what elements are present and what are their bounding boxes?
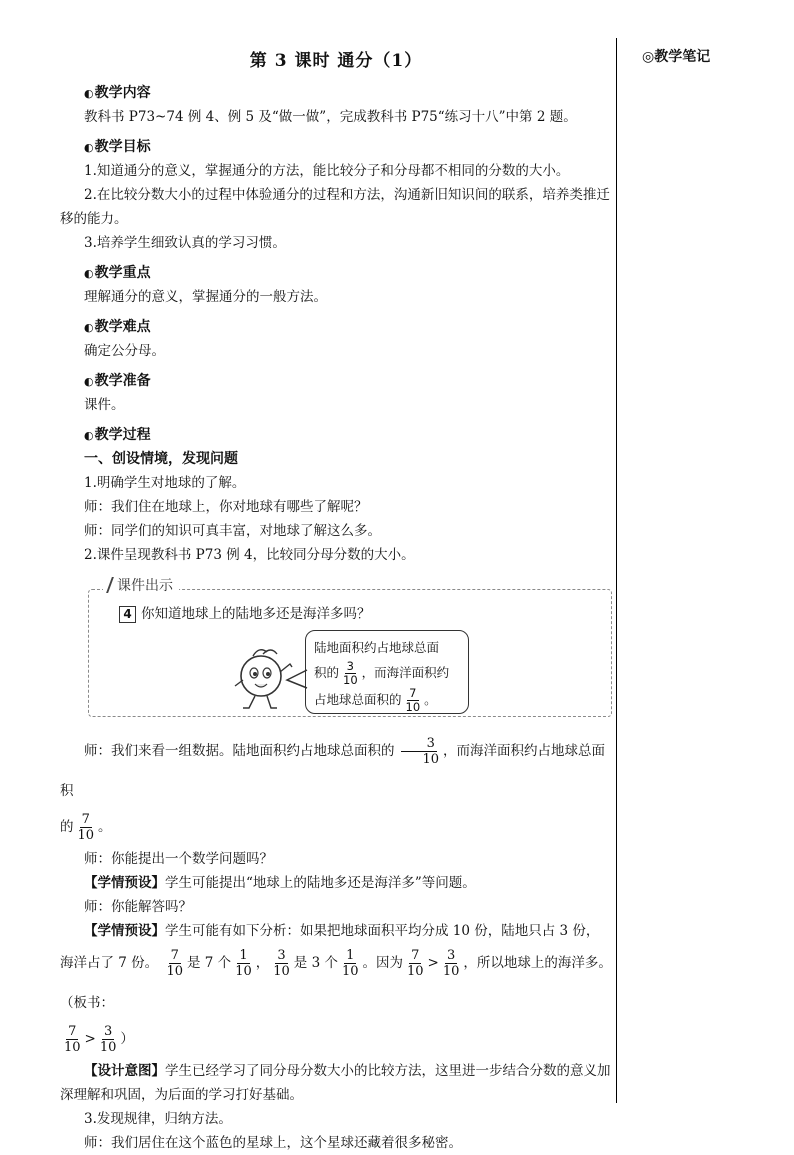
goal-item: 2.在比较分数大小的过程中体验通分的过程和方法，沟通新旧知识间的联系，培养类推迁移的能力。: [60, 187, 610, 227]
prep-text: 课件。: [84, 397, 125, 413]
section-prep-heading: ◐教学准备: [84, 373, 151, 389]
paragraph: 1.明确学生对地球的了解。: [84, 475, 246, 491]
speech-bubble: 陆地面积约占地球总面 积的 $\frac{3}{10}$ ，而海洋面积约 占地球总面积的 $\frac{7}{10}$ 。: [305, 630, 469, 714]
section-marker-icon: ◐: [84, 267, 94, 280]
paragraph: 师：你能提出一个数学问题吗？: [84, 851, 273, 867]
label-bar-icon: [106, 577, 114, 593]
fraction-3-10: $\frac{3}{10}$: [343, 659, 358, 687]
section-process-heading: ◐教学过程: [84, 427, 151, 443]
courseware-label: 课件出示: [103, 575, 179, 595]
page-title: 第 3 课时 通分（1）: [249, 51, 423, 71]
goal-item: 1.知道通分的意义，掌握通分的方法，能比较分子和分母都不相同的分数的大小。: [84, 163, 570, 179]
section-marker-icon: ◐: [84, 375, 94, 388]
key-text: 理解通分的意义，掌握通分的一般方法。: [84, 289, 327, 305]
data-paragraph-cont: 的 $\frac{7}{10}$ 。: [60, 812, 112, 843]
paragraph: 【设计意图】学生已经学习了同分母分数大小的比较方法，这里进一步结合分数的意义加深理解和巩固，为后面的学习打好基础。: [60, 1063, 611, 1103]
paragraph: 2.课件呈现教科书 P73 例 4，比较同分母分数的大小。: [84, 547, 415, 563]
paragraph: 【学情预设】学生可能提出“地球上的陆地多还是海洋多”等问题。: [84, 875, 476, 891]
section-key-heading: ◐教学重点: [84, 265, 151, 281]
paragraph: 3.发现规律，归纳方法。: [84, 1111, 232, 1127]
fraction-7-10: $\frac{7}{10}$: [77, 812, 95, 843]
paragraph: 【学情预设】学生可能有如下分析：如果把地球面积平均分成 10 份，陆地只占 3 份，: [84, 923, 600, 939]
teaching-notes-label: ◎教学笔记: [642, 49, 711, 65]
fraction-3-10: $\frac{3}{10}$: [397, 736, 442, 767]
paragraph: 师：你能解答吗？: [84, 899, 192, 915]
section-difficulty-heading: ◐教学难点: [84, 319, 151, 335]
analysis-line: 海洋占了 7 份。 $\frac{7}{10}$ 是 7 个 $\frac{1}{10}$ ， $\frac{3}{10}$ 是 3 个 $\frac{1}{10}$ 。因为 $\frac{7}{10}$ > $\frac{3}{10}$ ，所以地球上的海洋多。（板书：: [60, 948, 612, 1011]
presupposition-tag: 【学情预设】: [84, 923, 165, 939]
difficulty-text: 确定公分母。: [84, 343, 165, 359]
section-marker-icon: ◐: [84, 87, 94, 100]
goal-item: 3.培养学生细致认真的学习习惯。: [84, 235, 286, 251]
fraction-7-10: $\frac{7}{10}$: [405, 686, 421, 714]
lesson-body: [60, 46, 612, 1155]
board-writing: $\frac{7}{10}$ > $\frac{3}{10}$ ）: [64, 1024, 134, 1055]
section-goals-heading: ◐教学目标: [84, 139, 151, 155]
design-intent-tag: 【设计意图】: [84, 1063, 165, 1079]
section-marker-icon: ◐: [84, 141, 94, 154]
section-marker-icon: ◐: [84, 321, 94, 334]
example-number: 4: [119, 606, 136, 623]
courseware-box: [88, 578, 612, 717]
paragraph: 师：我们住在地球上，你对地球有哪些了解呢？: [84, 499, 368, 515]
section-content-heading: ◐教学内容: [84, 85, 151, 101]
presupposition-tag: 【学情预设】: [84, 875, 165, 891]
content-text: 教科书 P73~74 例 4、例 5 及“做一做”，完成教科书 P75“练习十八”中第 2 题。: [84, 109, 577, 125]
paragraph: 师：同学们的知识可真丰富，对地球了解这么多。: [84, 523, 381, 539]
part1-title: 一、创设情境，发现问题: [84, 451, 238, 467]
courseware-question: 4 你知道地球上的陆地多还是海洋多吗？: [119, 602, 371, 623]
paragraph: 师：我们居住在这个蓝色的星球上，这个星球还藏着很多秘密。: [84, 1135, 462, 1151]
section-marker-icon: ◐: [84, 429, 94, 442]
data-paragraph: 师：我们来看一组数据。陆地面积约占地球总面积的 $\frac{3}{10}$ ，而海洋面积约占地球总面积: [60, 736, 606, 799]
column-divider: [616, 38, 617, 1103]
